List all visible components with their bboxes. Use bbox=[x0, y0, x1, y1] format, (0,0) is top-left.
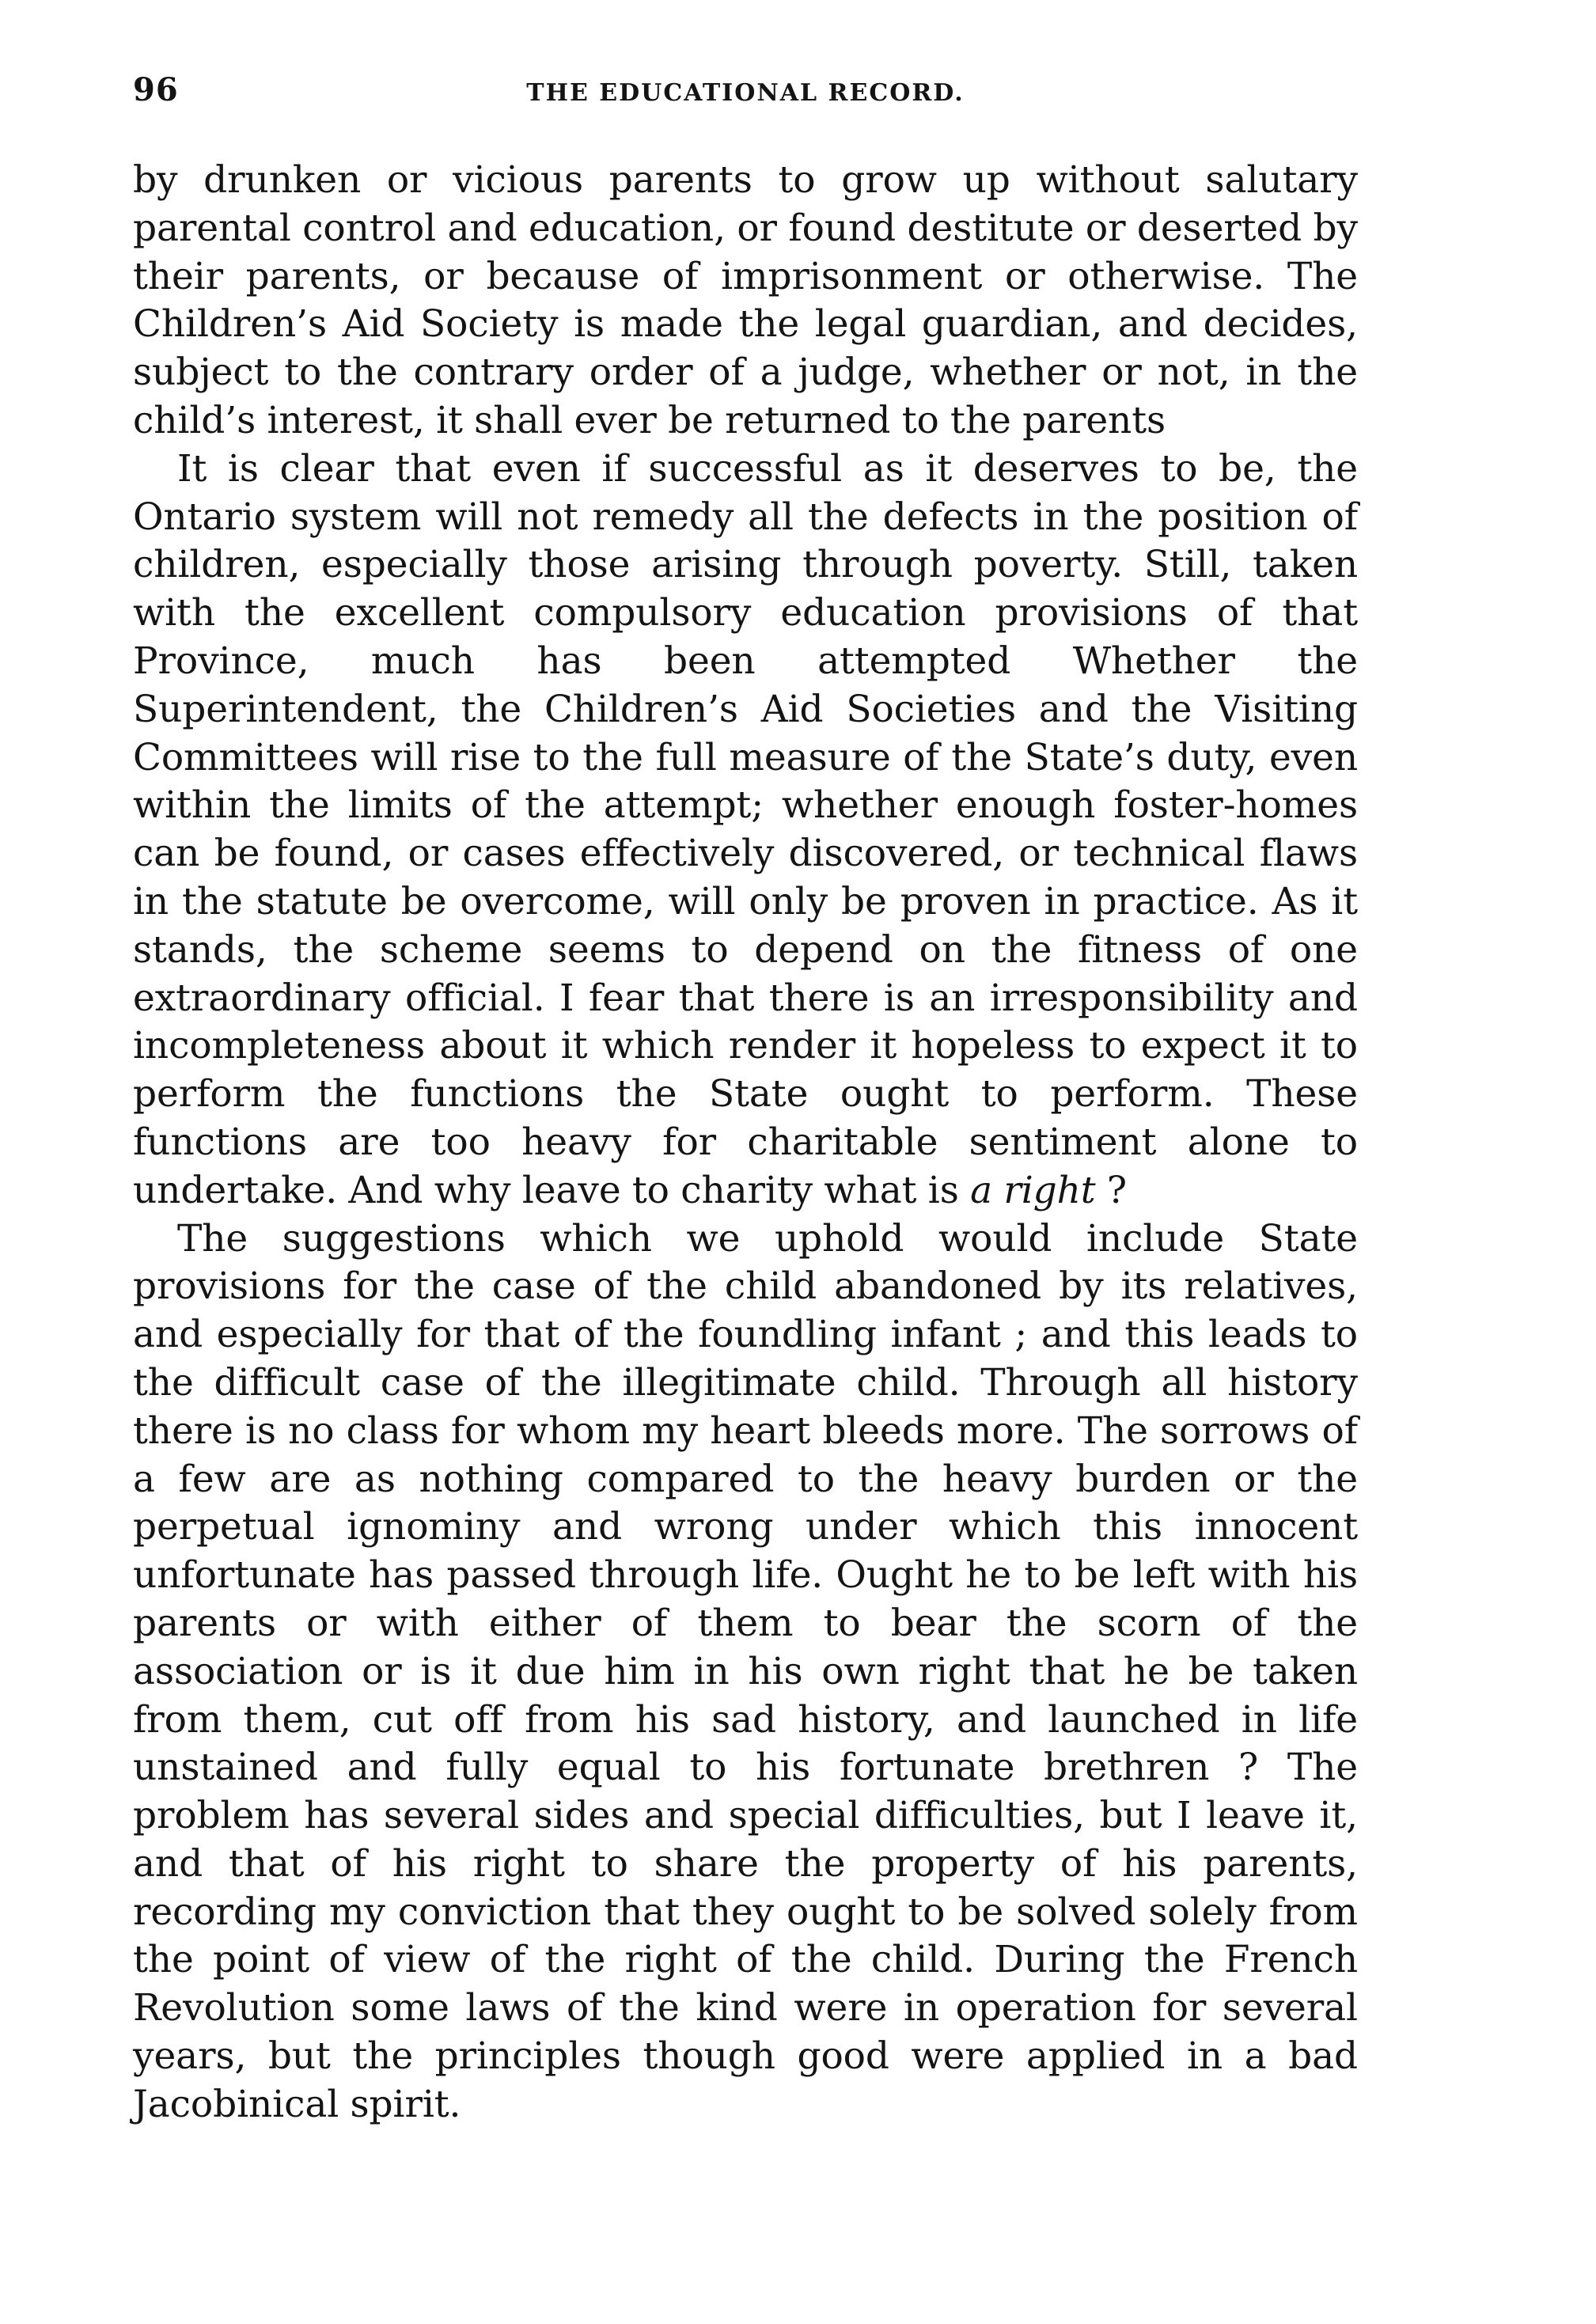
page-number: 96 bbox=[133, 71, 179, 108]
paragraph bbox=[133, 445, 1358, 1215]
paragraph-text-end: ? bbox=[1095, 1168, 1128, 1212]
paragraph: by drunken or vicious parents to grow up without salutary parental control and education, or found destitute or deserted by their parents, or because of imprisonment or otherwise. The Children’s Aid Society is made the legal guardian, and decides, subject to the contrary order of a judge, whether or not, in the child’s interest, it shall ever be returned to the parents bbox=[133, 158, 1358, 442]
running-head: THE EDUCATIONAL RECORD. bbox=[526, 79, 965, 107]
body-text bbox=[133, 157, 1358, 2129]
page-header bbox=[133, 65, 1358, 120]
paragraph: The suggestions which we uphold would include State provisions for the case of the child abandoned by its relatives, and especially for that of the foundling infant ; and this leads to the difficult case of the illegitimate child. Through all history there is no class for whom my heart bleeds more. The sorrows of a few are as nothing compared to the heavy burden or the perpetual ignominy and wrong under which this innocent unfortunate has passed through life. Ought he to be left with his parents or with either of them to bear the scorn of the association or is it due him in his own right that he be taken from them, cut off from his sad history, and launched in life unstained and fully equal to his fortunate brethren ? The problem has several sides and special difficulties, but I leave it, and that of his right to share the property of his parents, recording my conviction that they ought to be solved solely from the point of view of the right of the child. During the French Revolution some laws of the kind were in operation for several years, but the principles though good were applied in a bad Jacobinical spirit. bbox=[133, 1216, 1358, 2126]
paragraph-text: It is clear that even if successful as it deserves to be, the Ontario system will not remedy all the defects in the position of children, especially those arising through poverty. Still, taken with the excellent compulsory education provisions of that Province, much has been attempted Whether the Superintendent, the Children’s Aid Societies and the Visiting Committees will rise to the full measure of the State’s duty, even within the limits of the attempt; whether enough foster-homes can be found, or cases effectively discovered, or technical flaws in the statute be overcome, will only be proven in practice. As it stands, the scheme seems to depend on the fitness of one extraordinary official. I fear that there is an irresponsibility and incompleteness about it which render it hopeless to expect it to perform the functions the State ought to perform. These functions are too heavy for charitable sentiment alone to undertake. And why leave to charity what is bbox=[133, 446, 1358, 1212]
emphasis-text: a right bbox=[970, 1168, 1096, 1212]
